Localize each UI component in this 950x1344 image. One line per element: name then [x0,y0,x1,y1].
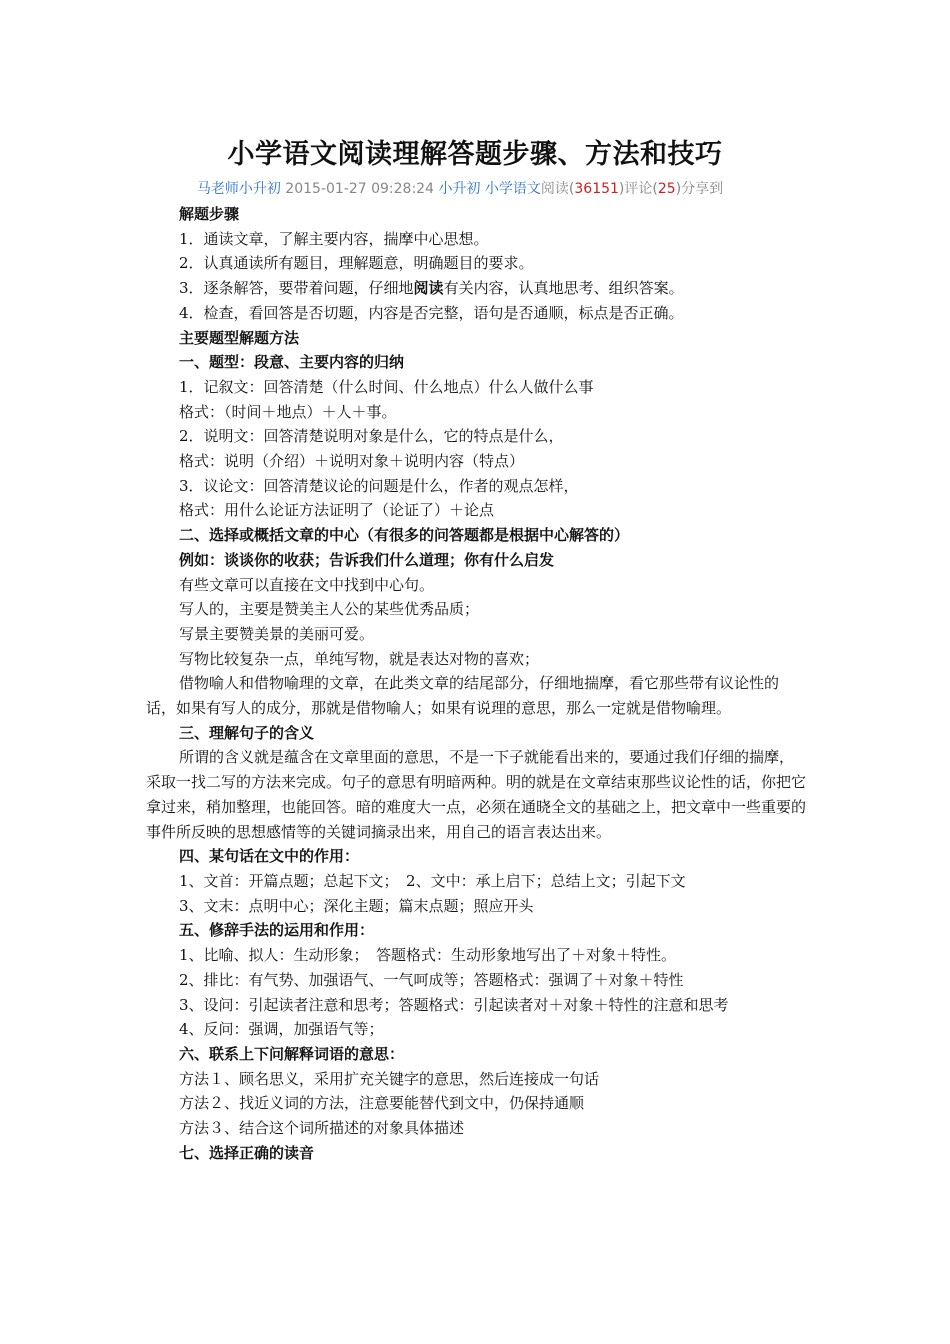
section-2-line: 写物比较复杂一点，单纯写物，就是表达对物的喜欢； [179,649,540,668]
section-4-line: 3、文末：点明中心；深化主题；篇末点题；照应开头 [179,896,534,915]
section-6-heading: 六、联系上下问解释词语的意思： [179,1044,405,1063]
tag-link-xiaoxueyuwen[interactable]: 小学语文 [484,181,541,197]
section-2-line: 写人的，主要是赞美主人公的某些优秀品质； [179,600,480,619]
section-3-heading: 三、理解句子的含义 [179,723,315,742]
section-5-line: 4、反问：强调，加强语气等； [179,1020,384,1039]
step-1: 1．通读文章，了解主要内容，揣摩中心思想。 [179,229,489,248]
section-4-line: 1、文首：开篇点题；总起下文； 2、文中：承上启下；总结上文；引起下文 [179,871,686,890]
section-1-line: 2．说明文：回答清楚说明对象是什么，它的特点是什么， [179,427,564,446]
section-4-heading: 四、某句话在文中的作用： [179,847,360,866]
section-1-line: 格式：用什么论证方法证明了（论证了）＋论点 [179,501,495,520]
section-2-line: 写景主要赞美景的美丽可爱。 [179,624,375,643]
step-3 [146,276,806,301]
steps-heading: 解题步骤 [179,205,240,223]
section-5-line: 2、排比：有气势、加强语气、一气呵成等；答题格式：强调了＋对象＋特性 [179,970,684,989]
section-1-line: 3．议论文：回答清楚议论的问题是什么，作者的观点怎样， [179,476,579,495]
article-body [146,202,806,1165]
step-3-part-b: 有关内容，认真地思考、组织答案。 [443,279,684,298]
section-5-heading: 五、修辞手法的运用和作用： [179,921,375,940]
section-2-line: 有些文章可以直接在文中找到中心句。 [179,575,435,594]
section-2-paragraph: 借物喻人和借物喻理的文章，在此类文章的结尾部分，仔细地揣摩，看它那些带有议论性的话，如果有写人的成分，那就是借物喻人；如果有说理的意思，那么一定就是借物喻理。 [146,674,780,718]
article-meta [0,178,920,198]
comment-count: 25 [657,181,676,197]
author-link[interactable]: 马老师小升初 [196,181,281,197]
section-7-heading: 七、选择正确的读音 [179,1143,315,1162]
section-1-line: 1．记叙文：回答清楚（什么时间、什么地点）什么人做什么事 [179,377,594,396]
section-1-line: 格式：说明（介绍）＋说明对象＋说明内容（特点） [179,452,525,471]
section-6-line: 方法１、顾名思义，采用扩充关键字的意思，然后连接成一句话 [179,1069,600,1088]
comment-label[interactable]: )评论( [618,181,658,197]
section-2-example: 例如：谈谈你的收获；告诉我们什么道理；你有什么启发 [179,550,555,569]
section-6-line: 方法２、找近义词的方法，注意要能替代到文中，仍保持通顺 [179,1094,585,1113]
section-2-heading: 二、选择或概括文章的中心（有很多的问答题都是根据中心解答的） [179,526,630,545]
section-1-heading: 一、题型：段意、主要内容的归纳 [179,353,405,372]
section-5-line: 1、比喻、拟人：生动形象； 答题格式：生动形象地写出了＋对象＋特性。 [179,946,677,965]
step-4: 4．检查，看回答是否切题，内容是否完整，语句是否通顺，标点是否正确。 [179,303,684,322]
article-title: 小学语文阅读理解答题步骤、方法和技巧 [227,139,723,170]
tag-link-xiaoshengchu[interactable]: 小升初 [438,181,481,197]
read-label: 阅读( [540,181,575,197]
step-3-highlight: 阅读 [413,279,444,298]
share-label[interactable]: )分享到 [675,181,724,197]
section-3-paragraph: 所谓的含义就是蕴含在文章里面的意思，不是一下子就能看出来的，要通过我们仔细的揣摩，采取一找二写的方法来完成。句子的意思有明暗两种。明的就是在文章结束那些议论性的话，你把它拿过来，稍加整理，也能回答。暗的难度大一点，必须在通晓全文的基础之上，把文章中一些重要的事件所反映的思想感情等的关键词摘录出来，用自己的语言表达出来。 [146,748,807,841]
read-count: 36151 [574,181,619,197]
section-5-line: 3、设问：引起读者注意和思考；答题格式：引起读者对＋对象＋特性的注意和思考 [179,995,729,1014]
methods-heading: 主要题型解题方法 [179,328,300,347]
section-1-line: 格式：（时间＋地点）＋人＋事。 [179,402,397,421]
post-datetime: 2015-01-27 09:28:24 [285,181,434,197]
section-6-line: 方法３、结合这个词所描述的对象具体描述 [179,1119,465,1138]
step-3-part-a: 3．逐条解答，要带着问题，仔细地 [179,279,414,298]
step-2: 2．认真通读所有题目，理解题意，明确题目的要求。 [179,254,534,273]
